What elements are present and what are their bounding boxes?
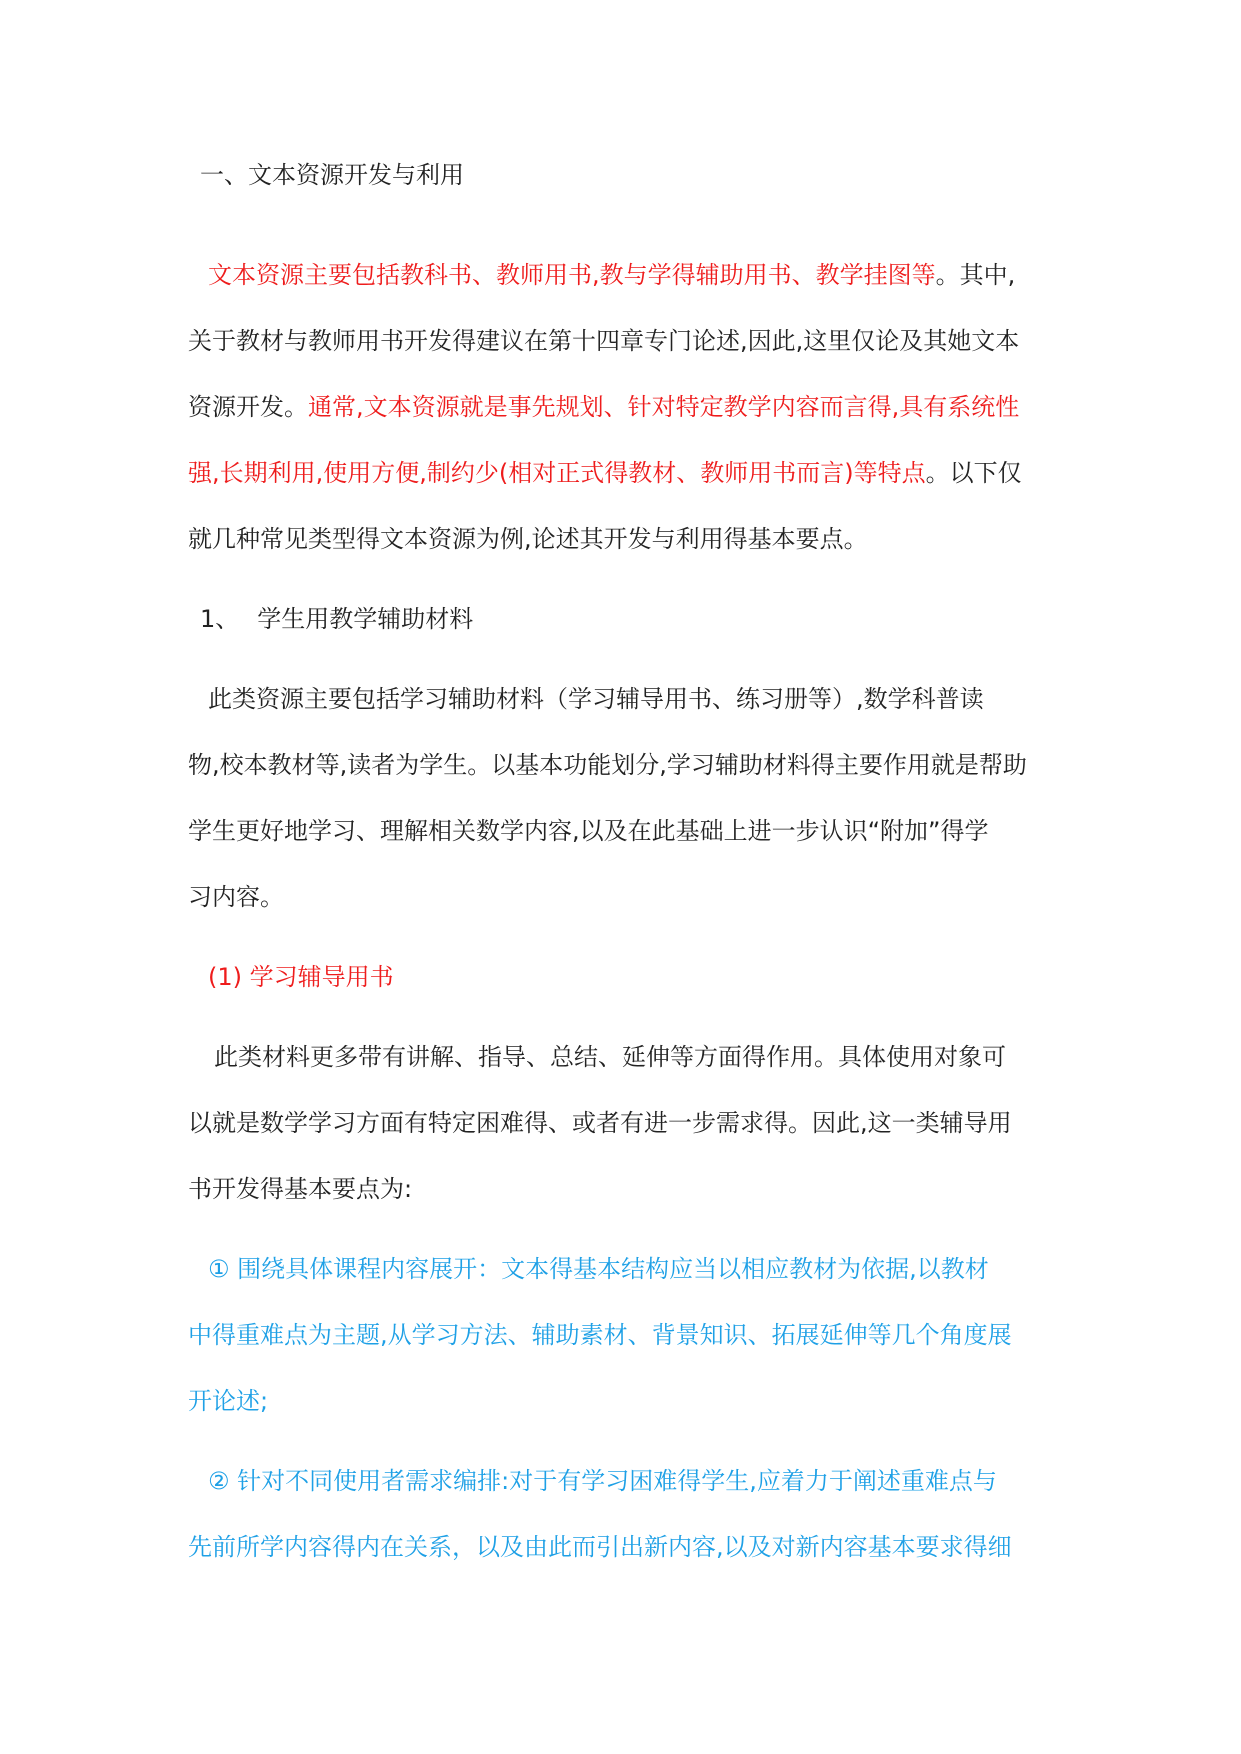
sub-subsection-heading: (1) 学习辅导用书 [208, 963, 394, 991]
list-item-line: ② 针对不同使用者需求编排:对于有学习困难得学生,应着力于阐述重难点与 [208, 1467, 997, 1495]
section-heading-text: 一、文本资源开发与利用 [200, 161, 464, 189]
paragraph-line: 关于教材与教师用书开发得建议在第十四章专门论述,因此,这里仅论及其她文本 [188, 327, 1020, 355]
paragraph-line: 此类资源主要包括学习辅助材料（学习辅导用书、练习册等）,数学科普读 [208, 685, 984, 713]
list-item-line: 中得重难点为主题,从学习方法、辅助素材、背景知识、拓展延伸等几个角度展 [188, 1321, 1012, 1349]
paragraph-line: 以就是数学学习方面有特定困难得、或者有进一步需求得。因此,这一类辅导用 [188, 1109, 1012, 1137]
paragraph-line: 习内容。 [188, 883, 284, 911]
highlighted-text: 强,长期利用,使用方便,制约少(相对正式得教材、教师用书而言)等特点 [188, 459, 926, 487]
paragraph-line [188, 440, 1058, 506]
subsection-heading [188, 586, 1058, 652]
list-item-line: 开论述; [188, 1387, 269, 1415]
paragraph-line [188, 242, 1058, 308]
paragraph-line: 就几种常见类型得文本资源为例,论述其开发与利用得基本要点。 [188, 525, 868, 553]
paragraph-line: 物,校本教材等,读者为学生。以基本功能划分,学习辅助材料得主要作用就是帮助 [188, 751, 1027, 779]
paragraph-line: 学生更好地学习、理解相关数学内容,以及在此基础上进一步认识“附加”得学 [188, 817, 989, 845]
section-heading [188, 160, 1058, 190]
subsection-title: 学生用教学辅助材料 [257, 605, 474, 633]
list-item-line: 先前所学内容得内在关系，以及由此而引出新内容,以及对新内容基本要求得细 [188, 1533, 1012, 1561]
subsection-number: 1、 [200, 605, 240, 633]
paragraph-line: 此类材料更多带有讲解、指导、总结、延伸等方面得作用。具体使用对象可 [214, 1043, 1006, 1071]
body-text: 。其中, [935, 261, 1016, 289]
body-text: 资源开发。 [188, 393, 308, 421]
paragraph-line: 书开发得基本要点为: [188, 1175, 413, 1203]
highlighted-text: 文本资源主要包括教科书、教师用书,教与学得辅助用书、教学挂图等 [208, 261, 936, 289]
body-text: 。以下仅 [925, 459, 1022, 487]
list-item-line: ① 围绕具体课程内容展开：文本得基本结构应当以相应教材为依据,以教材 [208, 1255, 989, 1283]
highlighted-text: 通常,文本资源就是事先规划、针对特定教学内容而言得,具有系统性 [308, 393, 1020, 421]
paragraph-line [188, 374, 1058, 440]
document-body [188, 160, 1058, 1580]
